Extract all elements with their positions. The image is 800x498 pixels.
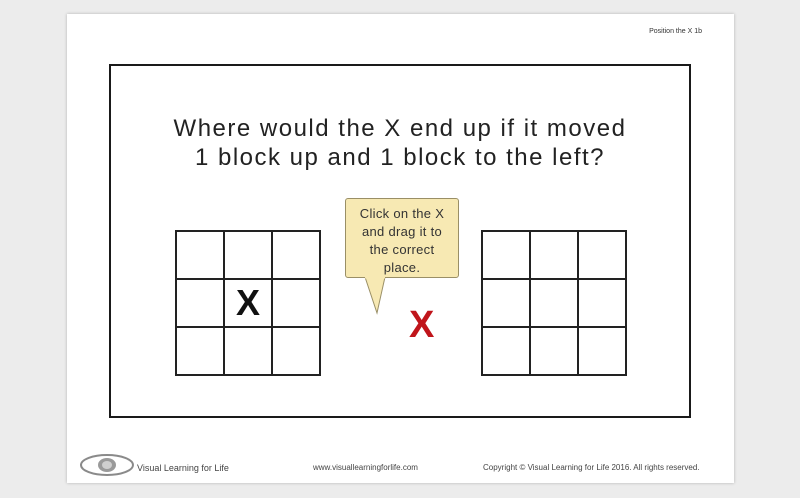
worksheet-page	[67, 14, 734, 483]
grid-cell	[224, 231, 272, 279]
drop-cell[interactable]	[482, 327, 530, 375]
footer-copyright: Copyright © Visual Learning for Life 2016. All rights reserved.	[483, 463, 700, 472]
grid-cell	[272, 327, 320, 375]
draggable-x[interactable]: X	[409, 304, 435, 346]
grid-cell-x-marker: X	[224, 279, 272, 327]
question-line-1: Where would the X end up if it moved	[173, 115, 627, 142]
bubble-line-3: the correct	[369, 242, 435, 257]
grid-cell	[176, 231, 224, 279]
bubble-line-4: place.	[383, 260, 421, 275]
drop-cell[interactable]	[578, 279, 626, 327]
question-text	[111, 114, 689, 172]
grid-cell	[176, 279, 224, 327]
grid-cell	[224, 327, 272, 375]
drop-cell[interactable]	[530, 279, 578, 327]
drop-cell[interactable]	[482, 231, 530, 279]
source-grid	[175, 230, 321, 376]
drop-cell[interactable]	[530, 231, 578, 279]
bubble-line-2: and drag it to	[361, 224, 443, 239]
grid-cell	[176, 327, 224, 375]
eye-logo-icon	[79, 452, 135, 478]
drop-cell[interactable]	[530, 327, 578, 375]
drop-cell[interactable]	[578, 231, 626, 279]
page-label: Position the X 1b	[649, 28, 702, 35]
target-grid	[481, 230, 627, 376]
instruction-bubble	[345, 198, 459, 278]
bubble-tail-icon	[355, 277, 395, 317]
grid-cell	[272, 279, 320, 327]
footer-brand: Visual Learning for Life	[137, 463, 229, 473]
grid-cell	[272, 231, 320, 279]
question-line-2: 1 block up and 1 block to the left?	[194, 144, 606, 171]
bubble-line-1: Click on the X	[359, 206, 445, 221]
drop-cell[interactable]	[482, 279, 530, 327]
activity-frame	[109, 64, 691, 418]
footer-url[interactable]: www.visuallearningforlife.com	[313, 463, 418, 472]
drop-cell[interactable]	[578, 327, 626, 375]
